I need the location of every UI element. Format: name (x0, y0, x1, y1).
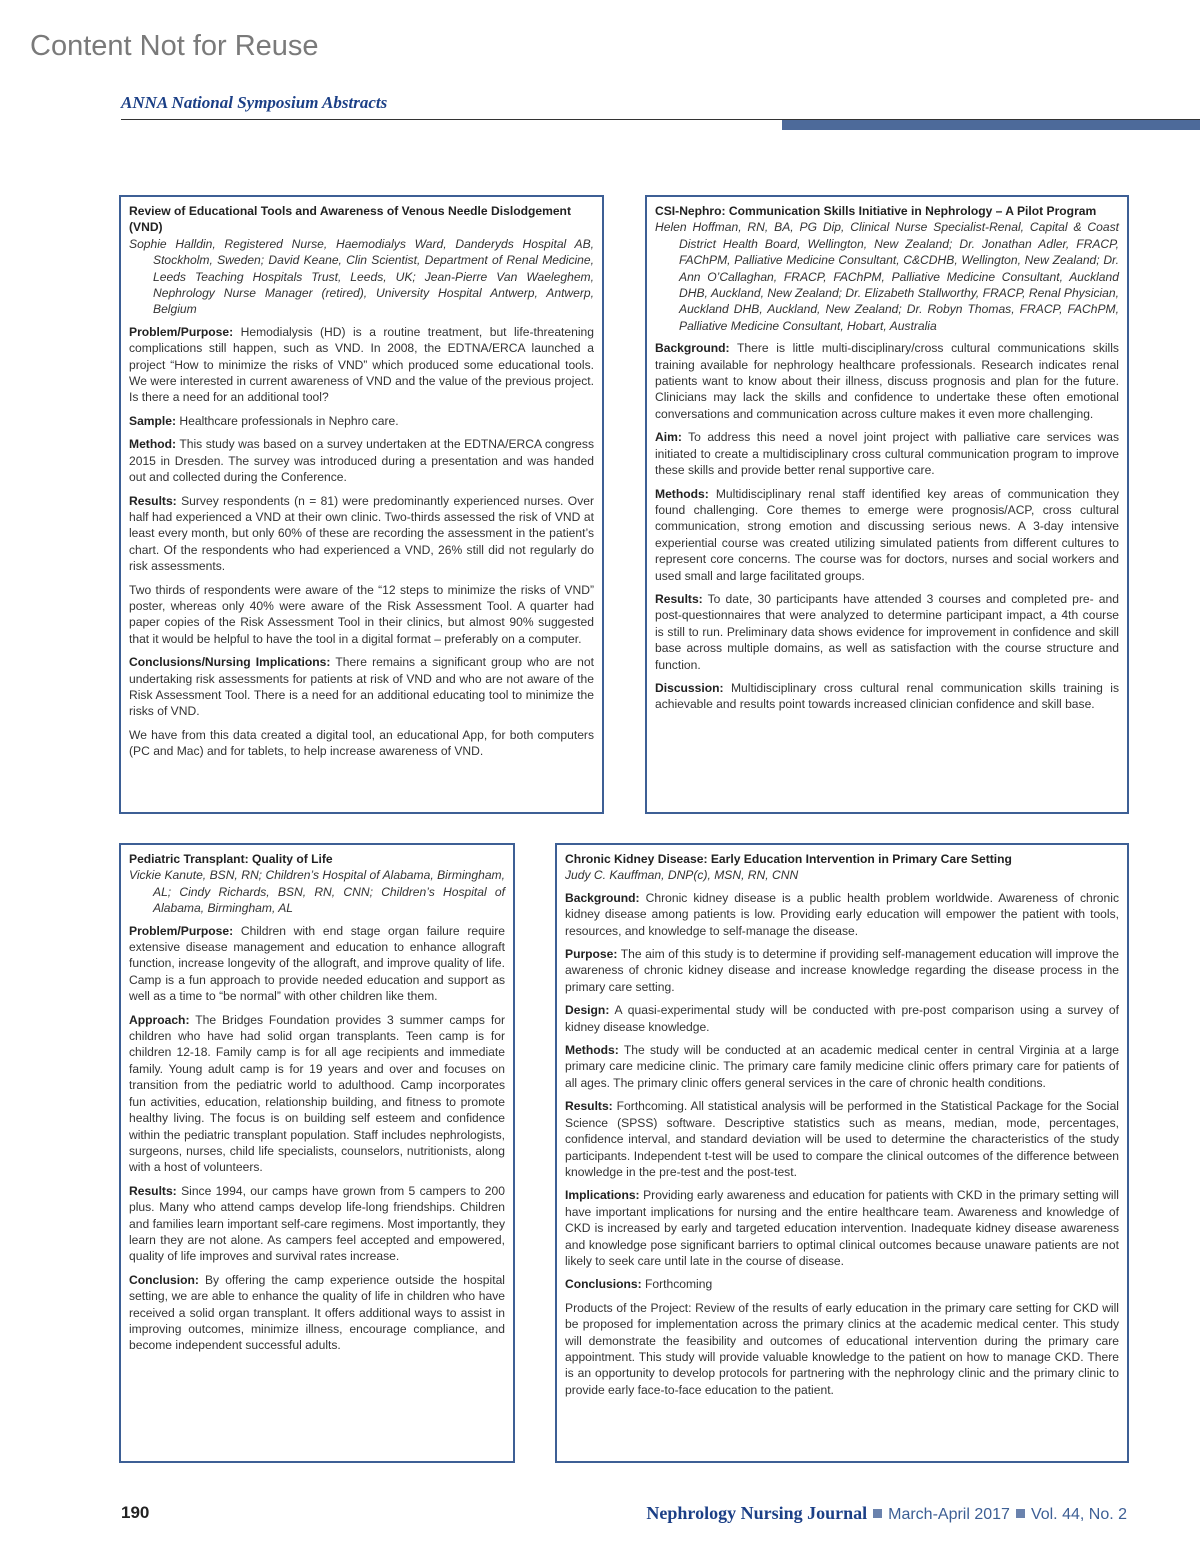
journal-name: Nephrology Nursing Journal (646, 1503, 868, 1523)
section-label: Implications: (565, 1188, 640, 1203)
abstract-section (129, 727, 594, 760)
section-label: Results: (129, 1183, 177, 1198)
abstract-title: Review of Educational Tools and Awareness of Venous Needle Dislodgement (VND) (129, 204, 571, 235)
section-label: Results: (129, 493, 177, 508)
section-text: Hemodialysis (HD) is a routine treatment, but life-threatening complications still happen, such as VND. In 2008, the EDTNA/ERCA launched a project “How to minimize the risks of VND” which produced some educational tools. We were interested in current awareness of VND and the value of the previous project. Is there a need for an additional tool? (129, 324, 594, 405)
abstract-authors: Judy C. Kauffman, DNP(c), MSN, RN, CNN (565, 868, 799, 883)
square-bullet-icon (873, 1509, 882, 1518)
abstract-title: CSI-Nephro: Communication Skills Initiative in Nephrology – A Pilot Program (655, 204, 1097, 218)
abstract-box-vnd (119, 195, 604, 814)
section-label: Methods: (655, 486, 709, 501)
section-label: Methods: (565, 1043, 619, 1058)
section-label: Design: (565, 1003, 610, 1018)
abstract-authors: Vickie Kanute, BSN, RN; Children’s Hospital of Alabama, Birmingham, AL; Cindy Richards, BSN, RN, CNN; Children’s Hospital of Alabama, Birmingham, AL (129, 868, 505, 916)
abstract-section (565, 890, 1119, 939)
section-label: Results: (655, 591, 703, 606)
section-text: Chronic kidney disease is a public health problem worldwide. Awareness of chronic kidney disease among patients is low. Providing early education will empower the patient with tools, resources, and knowledge to self-manage the disease. (565, 890, 1119, 938)
abstract-section (129, 493, 594, 575)
section-label: Problem/Purpose: (129, 923, 234, 938)
section-label: Conclusions: (565, 1277, 642, 1292)
section-text: We have from this data created a digital tool, an educational App, for both computers (PC and Mac) and for tablets, to help increase awareness of VND. (129, 727, 594, 759)
section-label: Sample: (129, 413, 177, 428)
section-text: Forthcoming. All statistical analysis will be performed in the Statistical Package for the Social Science (SPSS) software. Descriptive statistics such as means, median, mode, percentages, confidence interval, and standard deviation will be used to determine the characteristics of the study participants. Independent t-test will be used to compare the clinical outcomes of the difference between knowledge in the pre-test and the post-test. (565, 1099, 1119, 1179)
section-text: Since 1994, our camps have grown from 5 campers to 200 plus. Many who attend camps develop life-long friendships. Children and families learn important self-care regimens. Most importantly, they learn they are not alone. As campers feel accepted and empowered, quality of life improves and survival rates increase. (129, 1183, 505, 1264)
section-text: The Bridges Foundation provides 3 summer camps for children who have had solid organ transplants. Teen camp is for children 12-18. Family camp is for all age recipients and immediate family. Young adult camp is for 19 years and over and focuses on transition from the pediatric world to adulthood. Camp incorporates fun activities, education, relationship building, and fitness to promote healthy living. The focus is on building self esteem and confidence within the pediatric transplant population. Staff includes nephrologists, surgeons, nurses, child life specialists, counselors, nutritionists, along with a host of volunteers. (129, 1012, 505, 1175)
abstract-section (565, 1098, 1119, 1180)
abstract-authors: Helen Hoffman, RN, BA, PG Dip, Clinical Nurse Specialist-Renal, Capital & Coast District Health Board, Wellington, New Zealand; Dr. Jonathan Adler, FRACP, FAChPM, Palliative Medicine Consultant, C&CDHB, Wellington, New Zealand; Dr. Ann O’Callaghan, FRACP, FAChPM, Palliative Medicine Consultant, Auckland DHB, Auckland, New Zealand; Dr. Elizabeth Stallworthy, FRACP, Renal Physician, Auckland DHB, Auckland, New Zealand; Dr. Robyn Thomas, FRACP, FAChPM, Palliative Medicine Consultant, Hobart, Australia (655, 220, 1119, 333)
section-text: The study will be conducted at an academic medical center in central Virginia at a large primary care medicine clinic. The primary care family medicine clinic offers primary care for patients of all ages. The primary clinic offers general services in the care of chronic health conditions. (565, 1043, 1119, 1090)
section-text: Products of the Project: Review of the results of early education in the primary care setting for CKD will be proposed for implementation across the primary clinics at the academic medical center. This study will demonstrate the feasibility and outcomes of educational intervention during the primary care appointment. This study will provide valuable knowledge to the patient on how to manage CKD. There is an opportunity to develop protocols for partnering with the nephrology clinic and the primary clinic to provide early face-to-face education to the patient. (565, 1300, 1119, 1397)
header-accent-bar (782, 120, 1200, 130)
abstract-title: Pediatric Transplant: Quality of Life (129, 852, 333, 866)
abstract-section (129, 324, 594, 406)
section-label: Results: (565, 1099, 613, 1114)
watermark-text: Content Not for Reuse (30, 30, 319, 62)
running-header-title: ANNA National Symposium Abstracts (121, 93, 388, 112)
section-text: To date, 30 participants have attended 3 courses and completed pre- and post-questionnaires that were analyzed to determine participant impact, a 4th course is still to run. Preliminary data shows evidence for improvement in confidence and skill base across multiple domains, as well as satisfaction with the course structure and function. (655, 591, 1119, 672)
section-text: Two thirds of respondents were aware of the “12 steps to minimize the risks of VND” poster, whereas only 40% were aware of the Risk Assessment Tool. A quarter had paper copies of the Risk Assessment Tool in their clinics, but almost 90% suggested that it would be helpful to have the tool in a digital format – preferably on a computer. (129, 582, 594, 646)
page-number: 190 (121, 1503, 150, 1522)
volume-number: Vol. 44, No. 2 (1030, 1506, 1127, 1523)
abstract-box-ckd-education (555, 843, 1129, 1463)
abstract-section (129, 582, 594, 648)
abstract-section (565, 1300, 1119, 1398)
section-text: A quasi-experimental study will be conducted with pre-post comparison using a survey of kidney disease knowledge. (565, 1003, 1119, 1034)
section-text: Healthcare professionals in Nephro care. (179, 413, 399, 428)
abstract-box-csi-nephro (645, 195, 1129, 814)
section-text: By offering the camp experience outside the hospital setting, we are able to enhance the quality of life in children who have received a solid organ transplant. It offers additional ways to assist in improving outcomes, minimize illness, encourage compliance, and become independent successful adults. (129, 1272, 505, 1353)
section-text: There remains a significant group who are not undertaking risk assessments for patients at risk of VND and who are not aware of the Risk Assessment Tool. There is a need for an additional educating tool to minimize the risks of VND. (129, 655, 594, 719)
section-text: The aim of this study is to determine if providing self-management education will improve the awareness of chronic kidney disease and increase knowledge regarding the disease process in the primary care setting. (565, 947, 1119, 994)
section-text: Children with end stage organ failure require extensive disease management and education to enhance allograft function, increase longevity of the allograft, and improve quality of life. Camp is a fun approach to provide needed education and support as well as a time to “be normal” with other children like them. (129, 923, 505, 1004)
abstract-section (565, 1187, 1119, 1269)
abstract-section (129, 1183, 505, 1265)
abstract-title: Chronic Kidney Disease: Early Education Intervention in Primary Care Setting (565, 852, 1012, 866)
section-label: Background: (565, 890, 640, 905)
abstract-box-pediatric-transplant (119, 843, 515, 1463)
abstract-section (655, 591, 1119, 673)
abstract-section (129, 413, 594, 429)
section-label: Problem/Purpose: (129, 324, 234, 339)
section-text: Forthcoming (644, 1277, 713, 1292)
section-text: Multidisciplinary renal staff identified key areas of communication they found challenging. Core themes to emerge were prognosis/ACP, cross cultural communication, strong emotion and discussing serious news. A 3-day intensive experiential course was created utilizing simulated patients from different cultures to represent core concerns. The course was for doctors, nurses and social workers and used small and large facilitated groups. (655, 486, 1119, 583)
abstract-section (565, 1002, 1119, 1035)
abstract-section (565, 1042, 1119, 1091)
section-label: Approach: (129, 1012, 190, 1027)
abstract-section (655, 680, 1119, 713)
section-text: Survey respondents (n = 81) were predominantly experienced nurses. Over half had experienced a VND at their own clinic. Two-thirds assessed the risk of VND at least every month, but only 60% of these are recording the assessment in the patient’s chart. Of the respondents who had experienced a VND, 26% still did not regularly do risk assessments. (129, 493, 594, 574)
section-label: Background: (655, 341, 730, 356)
abstract-section (129, 1012, 505, 1176)
section-text: This study was based on a survey undertaken at the EDTNA/ERCA congress 2015 in Dresden. The survey was introduced during a presentation and was handed out and collected during the Conference. (129, 437, 594, 485)
abstract-authors: Sophie Halldin, Registered Nurse, Haemodialys Ward, Danderyds Hospital AB, Stockholm, Sweden; David Keane, Clin Scientist, Department of Renal Medicine, Leeds Teaching Hospitals Trust, Leeds, UK; Jean-Pierre Van Waeleghem, Nephrology Nurse Manager (retired), University Hospital Antwerp, Antwerp, Belgium (129, 236, 594, 317)
section-label: Discussion: (655, 680, 724, 695)
section-label: Purpose: (565, 947, 618, 962)
section-text: Multidisciplinary cross cultural renal communication skills training is achievable and results point towards increased clinician confidence and skill base. (655, 680, 1119, 712)
abstract-section (129, 654, 594, 720)
abstract-section (565, 1276, 1119, 1292)
section-text: Providing early awareness and education for patients with CKD in the primary setting will have important implications for nursing and the entire healthcare team. Awareness and knowledge of CKD is increased by early and targeted education intervention. Inadequate kidney disease awareness and knowledge pose significant barriers to optimal clinical outcomes because unaware patients are not likely to seek care until late in the course of disease. (565, 1188, 1119, 1268)
section-text: To address this need a novel joint project with palliative care services was initiated to create a multidisciplinary cross cultural communication program to improve these skills and provide better renal supportive care. (655, 430, 1119, 478)
section-label: Conclusions/Nursing Implications: (129, 655, 331, 670)
section-label: Aim: (655, 430, 682, 445)
section-label: Conclusion: (129, 1272, 199, 1287)
issue-date: March-April 2017 (888, 1506, 1010, 1523)
abstract-section (129, 436, 594, 485)
abstract-section (129, 1272, 505, 1354)
abstract-section (129, 923, 505, 1005)
abstract-section (565, 946, 1119, 995)
journal-footer (646, 1503, 1127, 1524)
section-label: Method: (129, 437, 177, 452)
abstract-section (655, 429, 1119, 478)
abstract-section (655, 486, 1119, 584)
section-text: There is little multi-disciplinary/cross cultural communications skills training available for nephrology healthcare professionals. Research indicates renal patients want to know about their illness, discuss prognosis and plan for the future. Clinicians may lack the skills and confidence to undertake these often emotional conversations and communication across culture makes it even more challenging. (655, 341, 1119, 421)
square-bullet-icon (1016, 1509, 1025, 1518)
abstract-section (655, 340, 1119, 422)
